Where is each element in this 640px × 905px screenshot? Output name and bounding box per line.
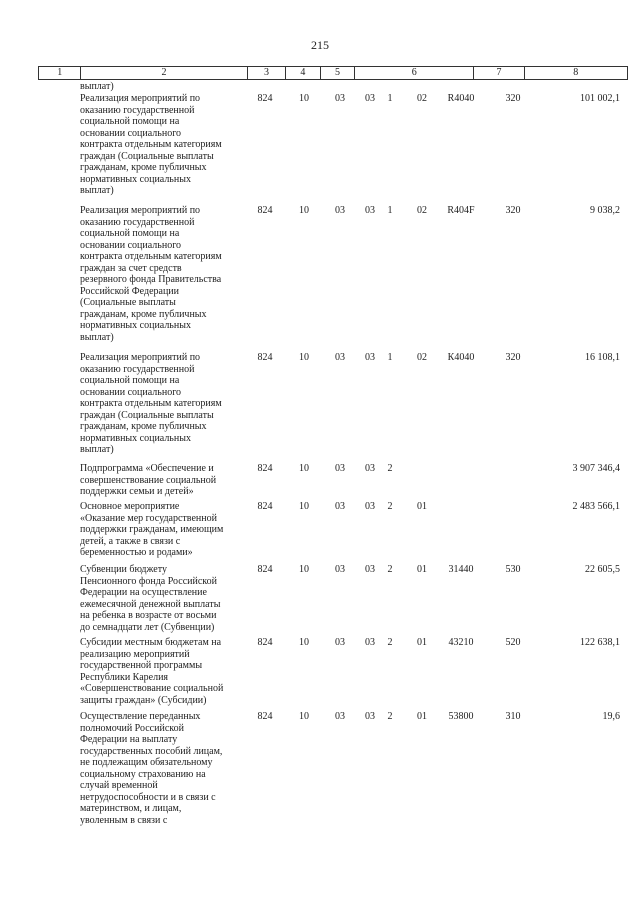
program-code-cell: 03	[365, 352, 375, 363]
continuation-text: выплат)	[80, 81, 114, 92]
ministry-code-cell: 824	[257, 93, 273, 104]
program-code-cell: 03	[365, 463, 375, 474]
column-header-table	[38, 66, 628, 80]
col-header-7: 7	[474, 67, 524, 80]
description-line: нормативных социальных	[80, 320, 191, 331]
activity-code-cell: 02	[417, 93, 427, 104]
description-line: Реализация мероприятий по	[80, 93, 201, 104]
subprogram-code-cell: 1	[387, 352, 393, 363]
description-line: Основное мероприятие	[80, 501, 180, 512]
program-code-cell: 03	[365, 501, 375, 512]
description-line: социальной помощи на	[80, 375, 180, 386]
direction-code-cell: R4040	[447, 93, 475, 104]
section-code-cell: 10	[299, 463, 309, 474]
expense-type-cell: 320	[505, 93, 521, 104]
expense-type-cell: 320	[505, 205, 521, 216]
description-line: на ребенка в возрасте от восьми	[80, 610, 217, 621]
description-line: государственной программы	[80, 660, 203, 671]
col-header-4: 4	[286, 67, 321, 80]
expense-type-cell: 530	[505, 564, 521, 575]
description-line: Подпрограмма «Обеспечение и	[80, 463, 214, 474]
program-code-cell: 03	[365, 637, 375, 648]
row-description	[80, 352, 240, 456]
description-line: граждан (Социальные выплаты	[80, 150, 214, 162]
description-line: социальной помощи на	[80, 228, 180, 239]
activity-code-cell: 02	[417, 352, 427, 363]
program-code-cell: 03	[365, 564, 375, 575]
table-row	[0, 637, 640, 706]
description-line: «Оказание мер государственной	[80, 512, 217, 524]
row-description	[80, 711, 240, 826]
page-number: 215	[311, 38, 329, 52]
subsection-code-cell: 03	[335, 711, 345, 722]
description-line: совершенствование социальной	[80, 474, 217, 486]
section-code-cell: 10	[299, 205, 309, 216]
ministry-code-cell: 824	[257, 711, 273, 722]
amount-cell: 122 638,1	[580, 637, 620, 648]
description-line: оказанию государственной	[80, 216, 195, 228]
description-line: Федерации на осуществление	[80, 587, 207, 598]
description-line: нетрудоспособности и в связи с	[80, 791, 216, 803]
subsection-code-cell: 03	[335, 501, 345, 512]
subsection-code-cell: 03	[335, 564, 345, 575]
description-line: нормативных социальных	[80, 432, 191, 444]
amount-cell: 9 038,2	[590, 205, 620, 216]
subprogram-code-cell: 2	[387, 637, 393, 648]
description-line: детей, а также в связи с	[80, 535, 181, 547]
section-code-cell: 10	[299, 564, 309, 575]
description-line: социальной помощи на	[80, 116, 180, 127]
description-line: реализацию мероприятий	[80, 648, 190, 660]
description-line: Реализация мероприятий по	[80, 205, 201, 216]
subprogram-code-cell: 2	[387, 564, 393, 575]
description-line: нормативных социальных	[80, 173, 191, 185]
table-row	[0, 564, 640, 633]
description-line: беременностью и родами»	[80, 547, 193, 558]
description-line: Субсидии местным бюджетам на	[80, 637, 222, 648]
direction-code-cell: 31440	[448, 564, 474, 575]
subsection-code-cell: 03	[335, 637, 345, 648]
amount-cell: 2 483 566,1	[572, 501, 620, 512]
subprogram-code-cell: 1	[387, 205, 393, 216]
description-line: оказанию государственной	[80, 104, 195, 116]
description-line: гражданам, кроме публичных	[80, 308, 207, 320]
direction-code-cell: К4040	[447, 352, 475, 363]
ministry-code-cell: 824	[257, 564, 273, 575]
description-line: Федерации на выплату	[80, 734, 178, 745]
ministry-code-cell: 824	[257, 205, 273, 216]
activity-code-cell: 01	[417, 711, 427, 722]
description-line: поддержки гражданам, имеющим	[80, 524, 224, 535]
section-code-cell: 10	[299, 501, 309, 512]
row-description	[80, 463, 240, 498]
subprogram-code-cell: 2	[387, 501, 393, 512]
row-description	[80, 637, 240, 706]
description-line: Республики Карелия	[80, 671, 169, 683]
program-code-cell: 03	[365, 93, 375, 104]
table-row	[0, 352, 640, 456]
description-line: выплат)	[80, 331, 114, 343]
description-line: уволенным в связи с	[80, 814, 168, 826]
amount-cell: 16 108,1	[585, 352, 620, 363]
description-line: «Совершенствование социальной	[80, 683, 224, 694]
table-row	[0, 93, 640, 197]
subprogram-code-cell: 2	[387, 711, 393, 722]
row-description	[80, 501, 240, 559]
description-line: оказанию государственной	[80, 363, 195, 375]
description-line: выплат)	[80, 444, 114, 455]
description-line: социальному страхованию на	[80, 768, 206, 780]
description-line: поддержки семьи и детей»	[80, 486, 194, 497]
table-row	[0, 463, 640, 498]
program-code-cell: 03	[365, 205, 375, 216]
description-line: случай временной	[80, 780, 158, 791]
description-line: Пенсионного фонда Российской	[80, 575, 217, 587]
section-code-cell: 10	[299, 711, 309, 722]
table-row	[0, 711, 640, 826]
subsection-code-cell: 03	[335, 205, 345, 216]
expense-type-cell: 310	[505, 711, 521, 722]
direction-code-cell: 53800	[448, 711, 474, 722]
col-header-6: 6	[355, 67, 474, 80]
description-line: контракта отдельным категориям	[80, 398, 222, 409]
description-line: полномочий Российской	[80, 722, 184, 734]
activity-code-cell: 02	[417, 205, 427, 216]
col-header-1: 1	[39, 67, 81, 80]
expense-type-cell: 520	[505, 637, 521, 648]
ministry-code-cell: 824	[257, 501, 273, 512]
description-line: граждан (Социальные выплаты	[80, 409, 214, 421]
ministry-code-cell: 824	[257, 352, 273, 363]
col-header-2: 2	[81, 67, 247, 80]
description-line: выплат)	[80, 185, 114, 196]
description-line: государственных пособий лицам,	[80, 745, 223, 757]
row-description	[80, 205, 240, 343]
description-line: Осуществление переданных	[80, 711, 201, 722]
description-line: до семнадцати лет (Субвенции)	[80, 621, 215, 633]
description-line: основании социального	[80, 239, 182, 251]
description-line: не подлежащим обязательному	[80, 757, 213, 768]
subprogram-code-cell: 2	[387, 463, 393, 474]
description-line: Субвенции бюджету	[80, 564, 167, 575]
table-row	[0, 205, 640, 343]
description-line: резервного фонда Правительства	[80, 274, 222, 285]
description-line: контракта отдельным категориям	[80, 251, 222, 262]
amount-cell: 101 002,1	[580, 93, 620, 104]
section-code-cell: 10	[299, 93, 309, 104]
description-line: Российской Федерации	[80, 285, 180, 297]
description-line: контракта отдельным категориям	[80, 139, 222, 150]
description-line: гражданам, кроме публичных	[80, 162, 207, 173]
expense-type-cell: 320	[505, 352, 521, 363]
direction-code-cell: 43210	[448, 637, 474, 648]
subsection-code-cell: 03	[335, 93, 345, 104]
subsection-code-cell: 03	[335, 352, 345, 363]
program-code-cell: 03	[365, 711, 375, 722]
table-row	[0, 501, 640, 559]
description-line: Реализация мероприятий по	[80, 352, 201, 363]
col-header-5: 5	[320, 67, 355, 80]
description-line: ежемесячной денежной выплаты	[80, 598, 221, 610]
activity-code-cell: 01	[417, 564, 427, 575]
ministry-code-cell: 824	[257, 637, 273, 648]
section-code-cell: 10	[299, 637, 309, 648]
description-line: материнством, и лицам,	[80, 803, 182, 814]
description-line: граждан за счет средств	[80, 262, 182, 274]
col-header-8: 8	[524, 67, 627, 80]
activity-code-cell: 01	[417, 637, 427, 648]
description-line: гражданам, кроме публичных	[80, 421, 207, 432]
description-line: основании социального	[80, 127, 182, 139]
amount-cell: 3 907 346,4	[572, 463, 620, 474]
description-line: основании социального	[80, 386, 182, 398]
row-description	[80, 564, 240, 633]
activity-code-cell: 01	[417, 501, 427, 512]
subprogram-code-cell: 1	[387, 93, 393, 104]
col-header-3: 3	[247, 67, 285, 80]
description-line: защиты граждан» (Субсидии)	[80, 694, 207, 706]
ministry-code-cell: 824	[257, 463, 273, 474]
description-line: (Социальные выплаты	[80, 297, 176, 308]
direction-code-cell: R404F	[447, 205, 475, 216]
amount-cell: 19,6	[602, 711, 620, 722]
amount-cell: 22 605,5	[585, 564, 620, 575]
row-description	[80, 93, 240, 197]
section-code-cell: 10	[299, 352, 309, 363]
subsection-code-cell: 03	[335, 463, 345, 474]
